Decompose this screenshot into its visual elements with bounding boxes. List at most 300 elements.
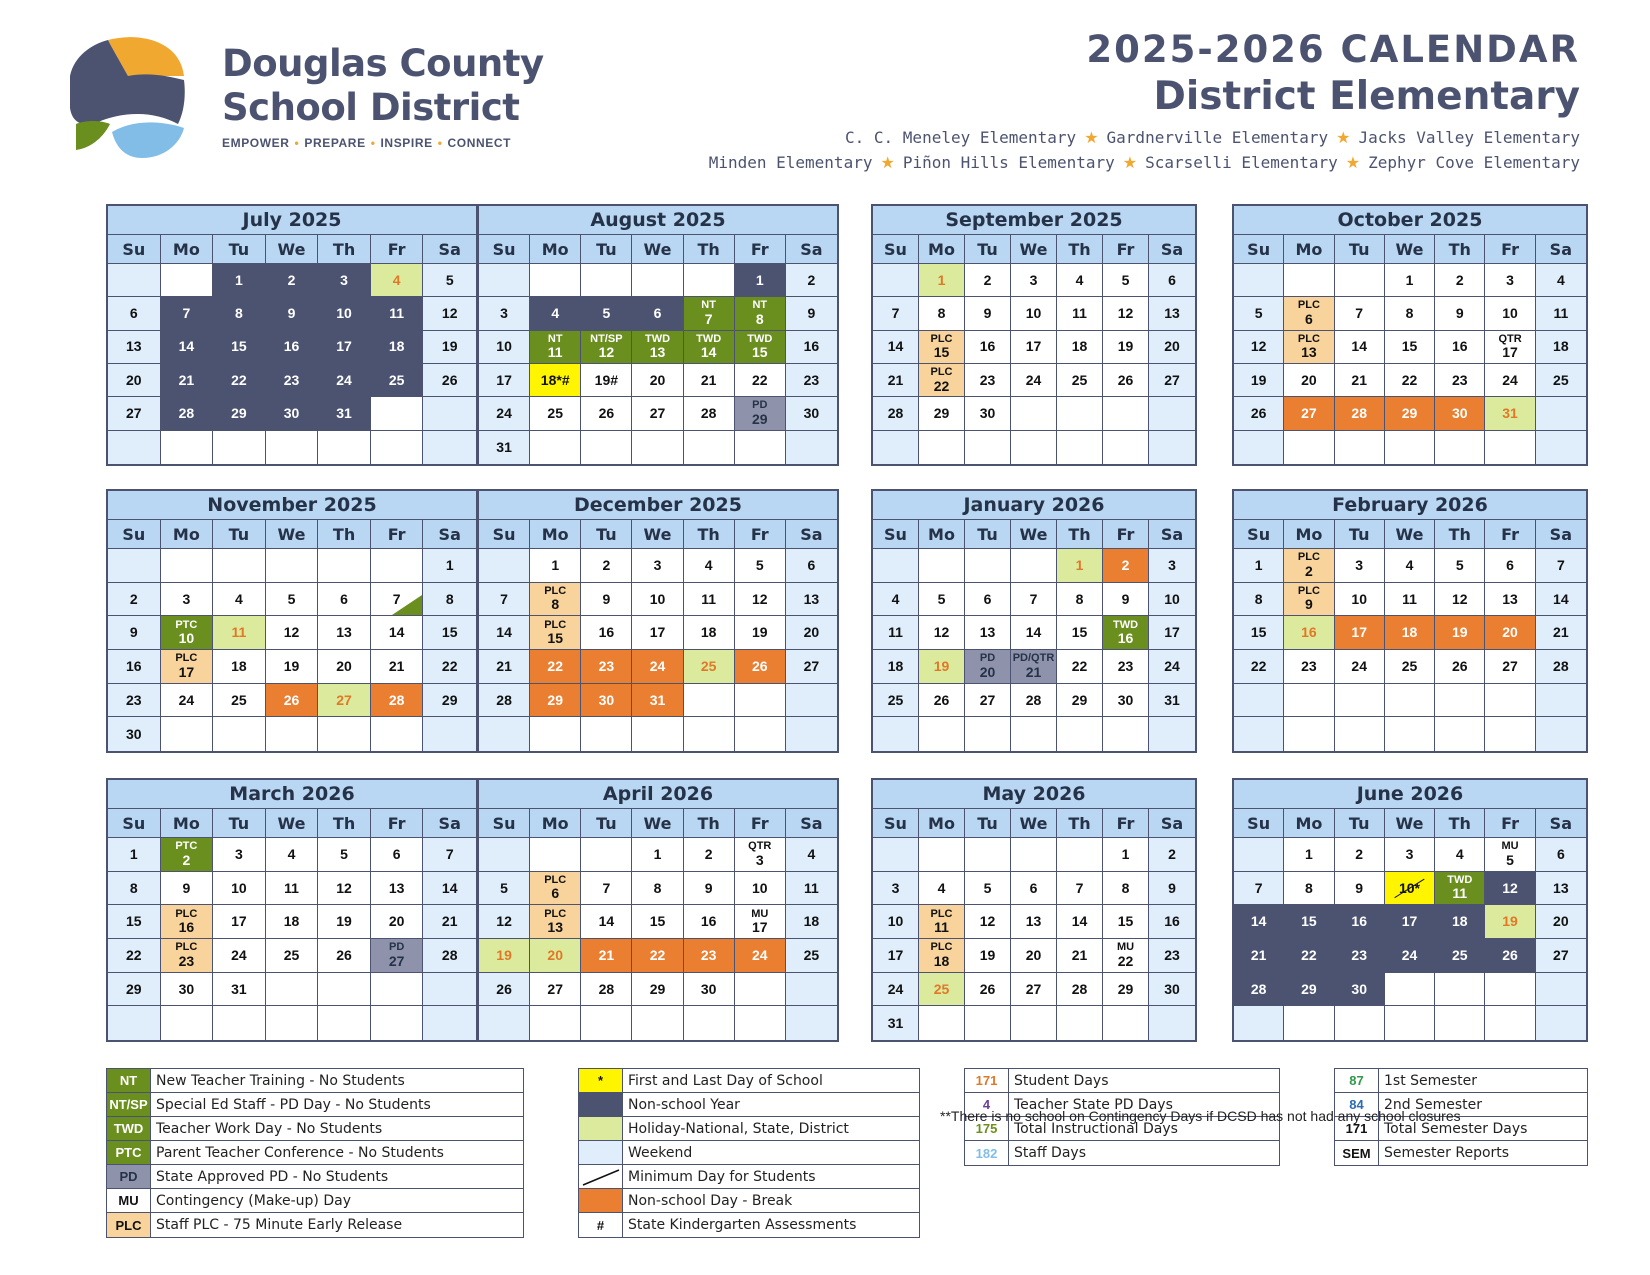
day-number: 27 <box>125 405 142 422</box>
day-number: 8 <box>1254 590 1263 607</box>
empty-day <box>318 973 371 1007</box>
day-number: 16 <box>1451 338 1468 355</box>
calendar-day <box>873 872 919 906</box>
school-name: Jacks Valley Elementary <box>1358 128 1580 147</box>
empty-day <box>1057 838 1103 872</box>
calendar-day <box>1011 264 1057 297</box>
calendar-day <box>581 905 632 939</box>
day-number: 20 <box>1025 946 1042 963</box>
day-header: Su <box>479 809 530 838</box>
legend-text: Special Ed Staff - PD Day - No Students <box>156 1096 431 1113</box>
calendar-day <box>1335 297 1385 330</box>
day-number: 16 <box>803 338 820 355</box>
day-number: 8 <box>235 305 243 322</box>
calendar-day <box>1435 616 1485 650</box>
day-number: 10* <box>1398 879 1420 896</box>
calendar-day <box>1149 583 1195 617</box>
calendar-day <box>1149 616 1195 650</box>
day-number: 29 <box>1071 691 1088 708</box>
day-number: 7 <box>1355 305 1364 322</box>
day-number: 15 <box>751 344 768 361</box>
day-code: NT <box>547 332 563 345</box>
calendar-day <box>423 583 476 617</box>
calendar-day <box>919 684 965 718</box>
day-header: Th <box>1057 520 1103 549</box>
day-number: 12 <box>441 305 458 322</box>
calendar-day <box>1536 616 1586 650</box>
day-header: Sa <box>786 809 837 838</box>
day-number: 5 <box>1506 851 1514 868</box>
calendar-day <box>1103 583 1149 617</box>
calendar-day <box>581 549 632 583</box>
month-title: May 2026 <box>873 780 1195 809</box>
calendar-day <box>1435 939 1485 973</box>
empty-day <box>1103 717 1149 751</box>
empty-day <box>1485 1006 1535 1040</box>
calendar-day <box>1536 872 1586 906</box>
day-number: 7 <box>602 879 611 896</box>
day-number: 3 <box>340 271 348 288</box>
calendar-day <box>371 331 424 364</box>
empty-day <box>684 431 735 464</box>
day-number: 17 <box>336 338 352 355</box>
calendar-day <box>479 397 530 430</box>
day-number: 17 <box>1351 624 1367 641</box>
calendar-day <box>530 616 581 650</box>
legend-key <box>579 1189 623 1212</box>
day-number: 13 <box>1025 913 1042 930</box>
empty-day <box>1234 431 1284 464</box>
calendar-day <box>1335 583 1385 617</box>
day-number: 30 <box>1164 980 1180 997</box>
day-number: 22 <box>231 371 247 388</box>
empty-day <box>965 838 1011 872</box>
day-number: 14 <box>887 338 904 355</box>
calendar-day <box>684 583 735 617</box>
day-number: 4 <box>1405 556 1414 573</box>
day-number: 12 <box>751 590 768 607</box>
legend-key: # <box>579 1213 623 1237</box>
month-title: March 2026 <box>108 780 476 809</box>
calendar-day <box>965 264 1011 297</box>
day-number: 1 <box>551 556 560 573</box>
empty-day <box>1057 717 1103 751</box>
day-number: 27 <box>1502 657 1518 674</box>
day-number: 17 <box>178 663 195 680</box>
empty-day <box>873 549 919 583</box>
calendar-day <box>632 838 683 872</box>
calendar-day <box>108 838 161 872</box>
empty-day <box>1011 838 1057 872</box>
empty-day <box>479 717 530 751</box>
day-number: 27 <box>1025 980 1042 997</box>
day-number: 25 <box>1553 371 1569 388</box>
calendar-day <box>1234 331 1284 364</box>
day-number: 1 <box>235 271 243 288</box>
calendar-day <box>735 331 786 364</box>
day-header: Th <box>684 520 735 549</box>
day-number: 19 <box>979 946 996 963</box>
empty-day <box>1485 717 1535 751</box>
day-number: 26 <box>441 371 458 388</box>
day-number: 14 <box>1071 913 1088 930</box>
calendar-day <box>965 650 1011 684</box>
calendar-day <box>965 616 1011 650</box>
calendar-day <box>318 872 371 906</box>
calendar-day <box>1234 973 1284 1007</box>
day-number: 28 <box>598 980 615 997</box>
day-number: 17 <box>649 624 666 641</box>
day-number: 20 <box>1502 624 1518 641</box>
day-number: 26 <box>933 691 950 708</box>
calendar-day <box>1385 583 1435 617</box>
calendar-day <box>213 939 266 973</box>
day-number: 13 <box>1553 879 1569 896</box>
day-number: 19 <box>751 624 768 641</box>
day-number: 19 <box>441 338 458 355</box>
day-number: 22 <box>1117 952 1134 969</box>
day-number: 30 <box>1351 980 1367 997</box>
day-number: 28 <box>1025 691 1042 708</box>
day-number: 15 <box>933 344 950 361</box>
calendar-day <box>581 872 632 906</box>
calendar-day <box>423 297 476 330</box>
day-number: 4 <box>235 590 243 607</box>
calendar-day <box>1485 583 1535 617</box>
day-number: 25 <box>700 657 717 674</box>
day-code: PLC <box>1297 299 1320 312</box>
month-february-2026 <box>1232 489 1588 753</box>
empty-day <box>1335 684 1385 718</box>
day-number: 5 <box>500 879 508 896</box>
day-number: 1 <box>1121 845 1130 862</box>
day-header: Su <box>108 809 161 838</box>
day-number: 2 <box>1455 271 1464 288</box>
day-header: Mo <box>1284 235 1334 264</box>
empty-day <box>1435 973 1485 1007</box>
day-number: 16 <box>1117 630 1134 647</box>
calendar-day <box>632 905 683 939</box>
day-header: Tu <box>965 520 1011 549</box>
star-icon: ★ <box>880 153 895 172</box>
day-header: Su <box>1234 235 1284 264</box>
legend-row <box>579 1213 919 1237</box>
calendar-day <box>1435 583 1485 617</box>
calendar-day <box>479 939 530 973</box>
calendar-day <box>479 331 530 364</box>
district-logo <box>68 36 198 160</box>
day-number: 11 <box>1072 305 1087 322</box>
day-number: 12 <box>283 624 300 641</box>
calendar-day <box>919 905 965 939</box>
day-number: 10 <box>649 590 666 607</box>
day-header: Sa <box>1536 520 1586 549</box>
calendar-day <box>1335 650 1385 684</box>
calendar-day <box>919 973 965 1007</box>
day-number: 29 <box>933 405 950 422</box>
calendar-day <box>1057 684 1103 718</box>
calendar-day <box>1149 364 1195 397</box>
calendar-day <box>965 331 1011 364</box>
day-number: 3 <box>653 556 662 573</box>
calendar-day <box>371 297 424 330</box>
calendar-day <box>479 431 530 464</box>
month-title: February 2026 <box>1234 491 1586 520</box>
empty-day <box>530 1006 581 1040</box>
empty-day <box>735 684 786 718</box>
day-number: 26 <box>751 657 768 674</box>
calendar-day <box>632 650 683 684</box>
empty-day <box>1536 431 1586 464</box>
day-number: 19# <box>594 371 619 388</box>
calendar-day <box>530 549 581 583</box>
day-number: 17 <box>496 371 512 388</box>
contingency-note: **There is no school on Contingency Days if DCSD has not had any school closures <box>940 1108 1461 1124</box>
day-number: 2 <box>129 590 138 607</box>
day-number: 3 <box>891 879 900 896</box>
day-code: NT <box>752 299 768 312</box>
day-header: Su <box>1234 520 1284 549</box>
day-number: 5 <box>983 879 992 896</box>
day-number: 30 <box>700 980 717 997</box>
calendar-day <box>479 650 530 684</box>
day-number: 9 <box>287 305 296 322</box>
empty-day <box>919 1006 965 1040</box>
day-header: Fr <box>735 235 786 264</box>
day-number: 7 <box>1075 879 1084 896</box>
day-number: 7 <box>500 590 508 607</box>
empty-day <box>1385 717 1435 751</box>
day-code: PLC <box>544 618 567 631</box>
calendar-day <box>684 973 735 1007</box>
calendar-day <box>1149 264 1195 297</box>
empty-day <box>479 1006 530 1040</box>
day-number: 23 <box>598 657 615 674</box>
day-header: Su <box>1234 809 1284 838</box>
day-number: 28 <box>1351 405 1367 422</box>
legend-text: Contingency (Make-up) Day <box>156 1192 351 1209</box>
day-number: 2 <box>807 271 816 288</box>
calendar-day <box>1485 364 1535 397</box>
day-number: 26 <box>598 405 615 422</box>
day-header: Sa <box>423 520 476 549</box>
day-number: 20 <box>803 624 820 641</box>
calendar-day <box>161 331 214 364</box>
calendar-day <box>318 939 371 973</box>
legend-row <box>107 1165 523 1189</box>
empty-day <box>371 549 424 583</box>
empty-day <box>1284 1006 1334 1040</box>
day-header: We <box>1011 809 1057 838</box>
calendar-day <box>1234 616 1284 650</box>
day-number: 24 <box>231 946 247 963</box>
empty-day <box>318 431 371 464</box>
calendar-day <box>1485 397 1535 430</box>
day-header: Sa <box>786 520 837 549</box>
calendar-day <box>1284 549 1334 583</box>
calendar-day <box>371 872 424 906</box>
calendar-day <box>919 264 965 297</box>
legend-text: Weekend <box>628 1144 693 1161</box>
day-number: 11 <box>934 919 949 936</box>
legend-row <box>1335 1069 1587 1093</box>
day-number: 14 <box>496 624 512 641</box>
calendar-day <box>1485 939 1535 973</box>
calendar-day <box>371 684 424 718</box>
empty-day <box>873 717 919 751</box>
calendar-day <box>161 297 214 330</box>
day-number: 29 <box>1117 980 1134 997</box>
empty-day <box>919 717 965 751</box>
calendar-day <box>1435 297 1485 330</box>
month-title: August 2025 <box>479 206 837 235</box>
calendar-day <box>108 331 161 364</box>
day-number: 30 <box>125 725 142 742</box>
empty-day <box>1149 397 1195 430</box>
calendar-day <box>1435 331 1485 364</box>
day-number: 20 <box>1301 371 1317 388</box>
calendar-day <box>1103 264 1149 297</box>
calendar-day <box>108 583 161 617</box>
month-september-2025 <box>871 204 1197 466</box>
day-number: 10 <box>1351 590 1367 607</box>
day-header: Th <box>1057 809 1103 838</box>
calendar-day <box>1485 331 1535 364</box>
day-number: 18*# <box>540 371 570 388</box>
day-number: 25 <box>283 946 300 963</box>
calendar-day <box>1011 905 1057 939</box>
calendar-day <box>318 397 371 430</box>
empty-day <box>161 264 214 297</box>
day-number: 15 <box>649 913 666 930</box>
day-number: 20 <box>125 371 142 388</box>
calendar-day <box>318 650 371 684</box>
calendar-day <box>1284 616 1334 650</box>
day-number: 14 <box>178 338 195 355</box>
empty-day <box>266 973 319 1007</box>
calendar-day <box>530 684 581 718</box>
day-number: 3 <box>1168 556 1176 573</box>
day-number: 21 <box>388 657 405 674</box>
empty-day <box>371 431 424 464</box>
day-number: 16 <box>700 913 717 930</box>
calendar-day <box>213 364 266 397</box>
day-number: 18 <box>887 657 904 674</box>
day-number: 24 <box>887 980 904 997</box>
day-number: 23 <box>125 691 142 708</box>
day-number: 16 <box>598 624 615 641</box>
day-number: 14 <box>1553 590 1569 607</box>
day-number: 4 <box>704 556 713 573</box>
day-number: 4 <box>392 271 401 288</box>
calendar-day <box>479 583 530 617</box>
day-header: Mo <box>161 520 214 549</box>
empty-day <box>786 973 837 1007</box>
day-number: 29 <box>649 980 666 997</box>
day-number: 3 <box>182 590 191 607</box>
day-number: 31 <box>1502 405 1518 422</box>
legend-row <box>579 1069 919 1093</box>
empty-day <box>873 838 919 872</box>
day-number: 11 <box>701 590 717 607</box>
calendar-day <box>266 397 319 430</box>
calendar-day <box>1011 616 1057 650</box>
calendar-day <box>786 650 837 684</box>
calendar-day <box>266 872 319 906</box>
day-number: 28 <box>887 405 904 422</box>
day-number: 30 <box>1117 691 1134 708</box>
calendar-day <box>1335 331 1385 364</box>
day-number: 21 <box>441 913 458 930</box>
day-header: Th <box>1057 235 1103 264</box>
empty-day <box>1435 1006 1485 1040</box>
day-number: 8 <box>445 590 454 607</box>
day-number: 19 <box>1502 913 1518 930</box>
calendar-day <box>1536 297 1586 330</box>
empty-day <box>371 397 424 430</box>
day-number: 12 <box>1117 305 1134 322</box>
day-code: PLC <box>930 366 953 379</box>
calendar-day <box>423 616 476 650</box>
day-number: 21 <box>1071 946 1088 963</box>
calendar-day <box>1536 331 1586 364</box>
calendar-day <box>735 297 786 330</box>
day-header: Tu <box>213 235 266 264</box>
month-title: January 2026 <box>873 491 1195 520</box>
day-number: 6 <box>129 305 138 322</box>
day-number: 21 <box>700 371 717 388</box>
day-number: 19 <box>283 657 300 674</box>
day-number: 9 <box>1121 590 1130 607</box>
day-number: 17 <box>751 919 768 936</box>
empty-day <box>1057 431 1103 464</box>
calendar-day <box>581 939 632 973</box>
day-code: PLC <box>175 907 198 920</box>
calendar-day <box>213 838 266 872</box>
calendar-day <box>581 331 632 364</box>
day-number: 23 <box>803 371 820 388</box>
empty-day <box>1536 1006 1586 1040</box>
calendar-day <box>266 616 319 650</box>
day-number: 23 <box>1117 657 1134 674</box>
day-number: 11 <box>1402 590 1417 607</box>
day-header: Fr <box>1485 809 1535 838</box>
calendar-day <box>632 364 683 397</box>
day-header: Su <box>873 520 919 549</box>
day-number: 11 <box>1553 305 1569 322</box>
month-august-2025 <box>477 204 839 466</box>
empty-day <box>1536 717 1586 751</box>
day-header: Fr <box>735 520 786 549</box>
calendar-day <box>919 650 965 684</box>
day-code: MU <box>751 907 769 920</box>
calendar-day <box>684 297 735 330</box>
day-number: 16 <box>979 338 996 355</box>
day-header: We <box>632 520 683 549</box>
day-number: 14 <box>1250 913 1267 930</box>
calendar-day <box>1485 905 1535 939</box>
day-number: 6 <box>1556 845 1565 862</box>
day-number: 22 <box>547 657 563 674</box>
day-number: 22 <box>649 946 666 963</box>
calendar-day <box>873 331 919 364</box>
calendar-day <box>1057 583 1103 617</box>
day-number: 15 <box>441 624 458 641</box>
calendar-day <box>786 364 837 397</box>
month-december-2025 <box>477 489 839 753</box>
day-header: Mo <box>161 809 214 838</box>
month-title: July 2025 <box>108 206 476 235</box>
